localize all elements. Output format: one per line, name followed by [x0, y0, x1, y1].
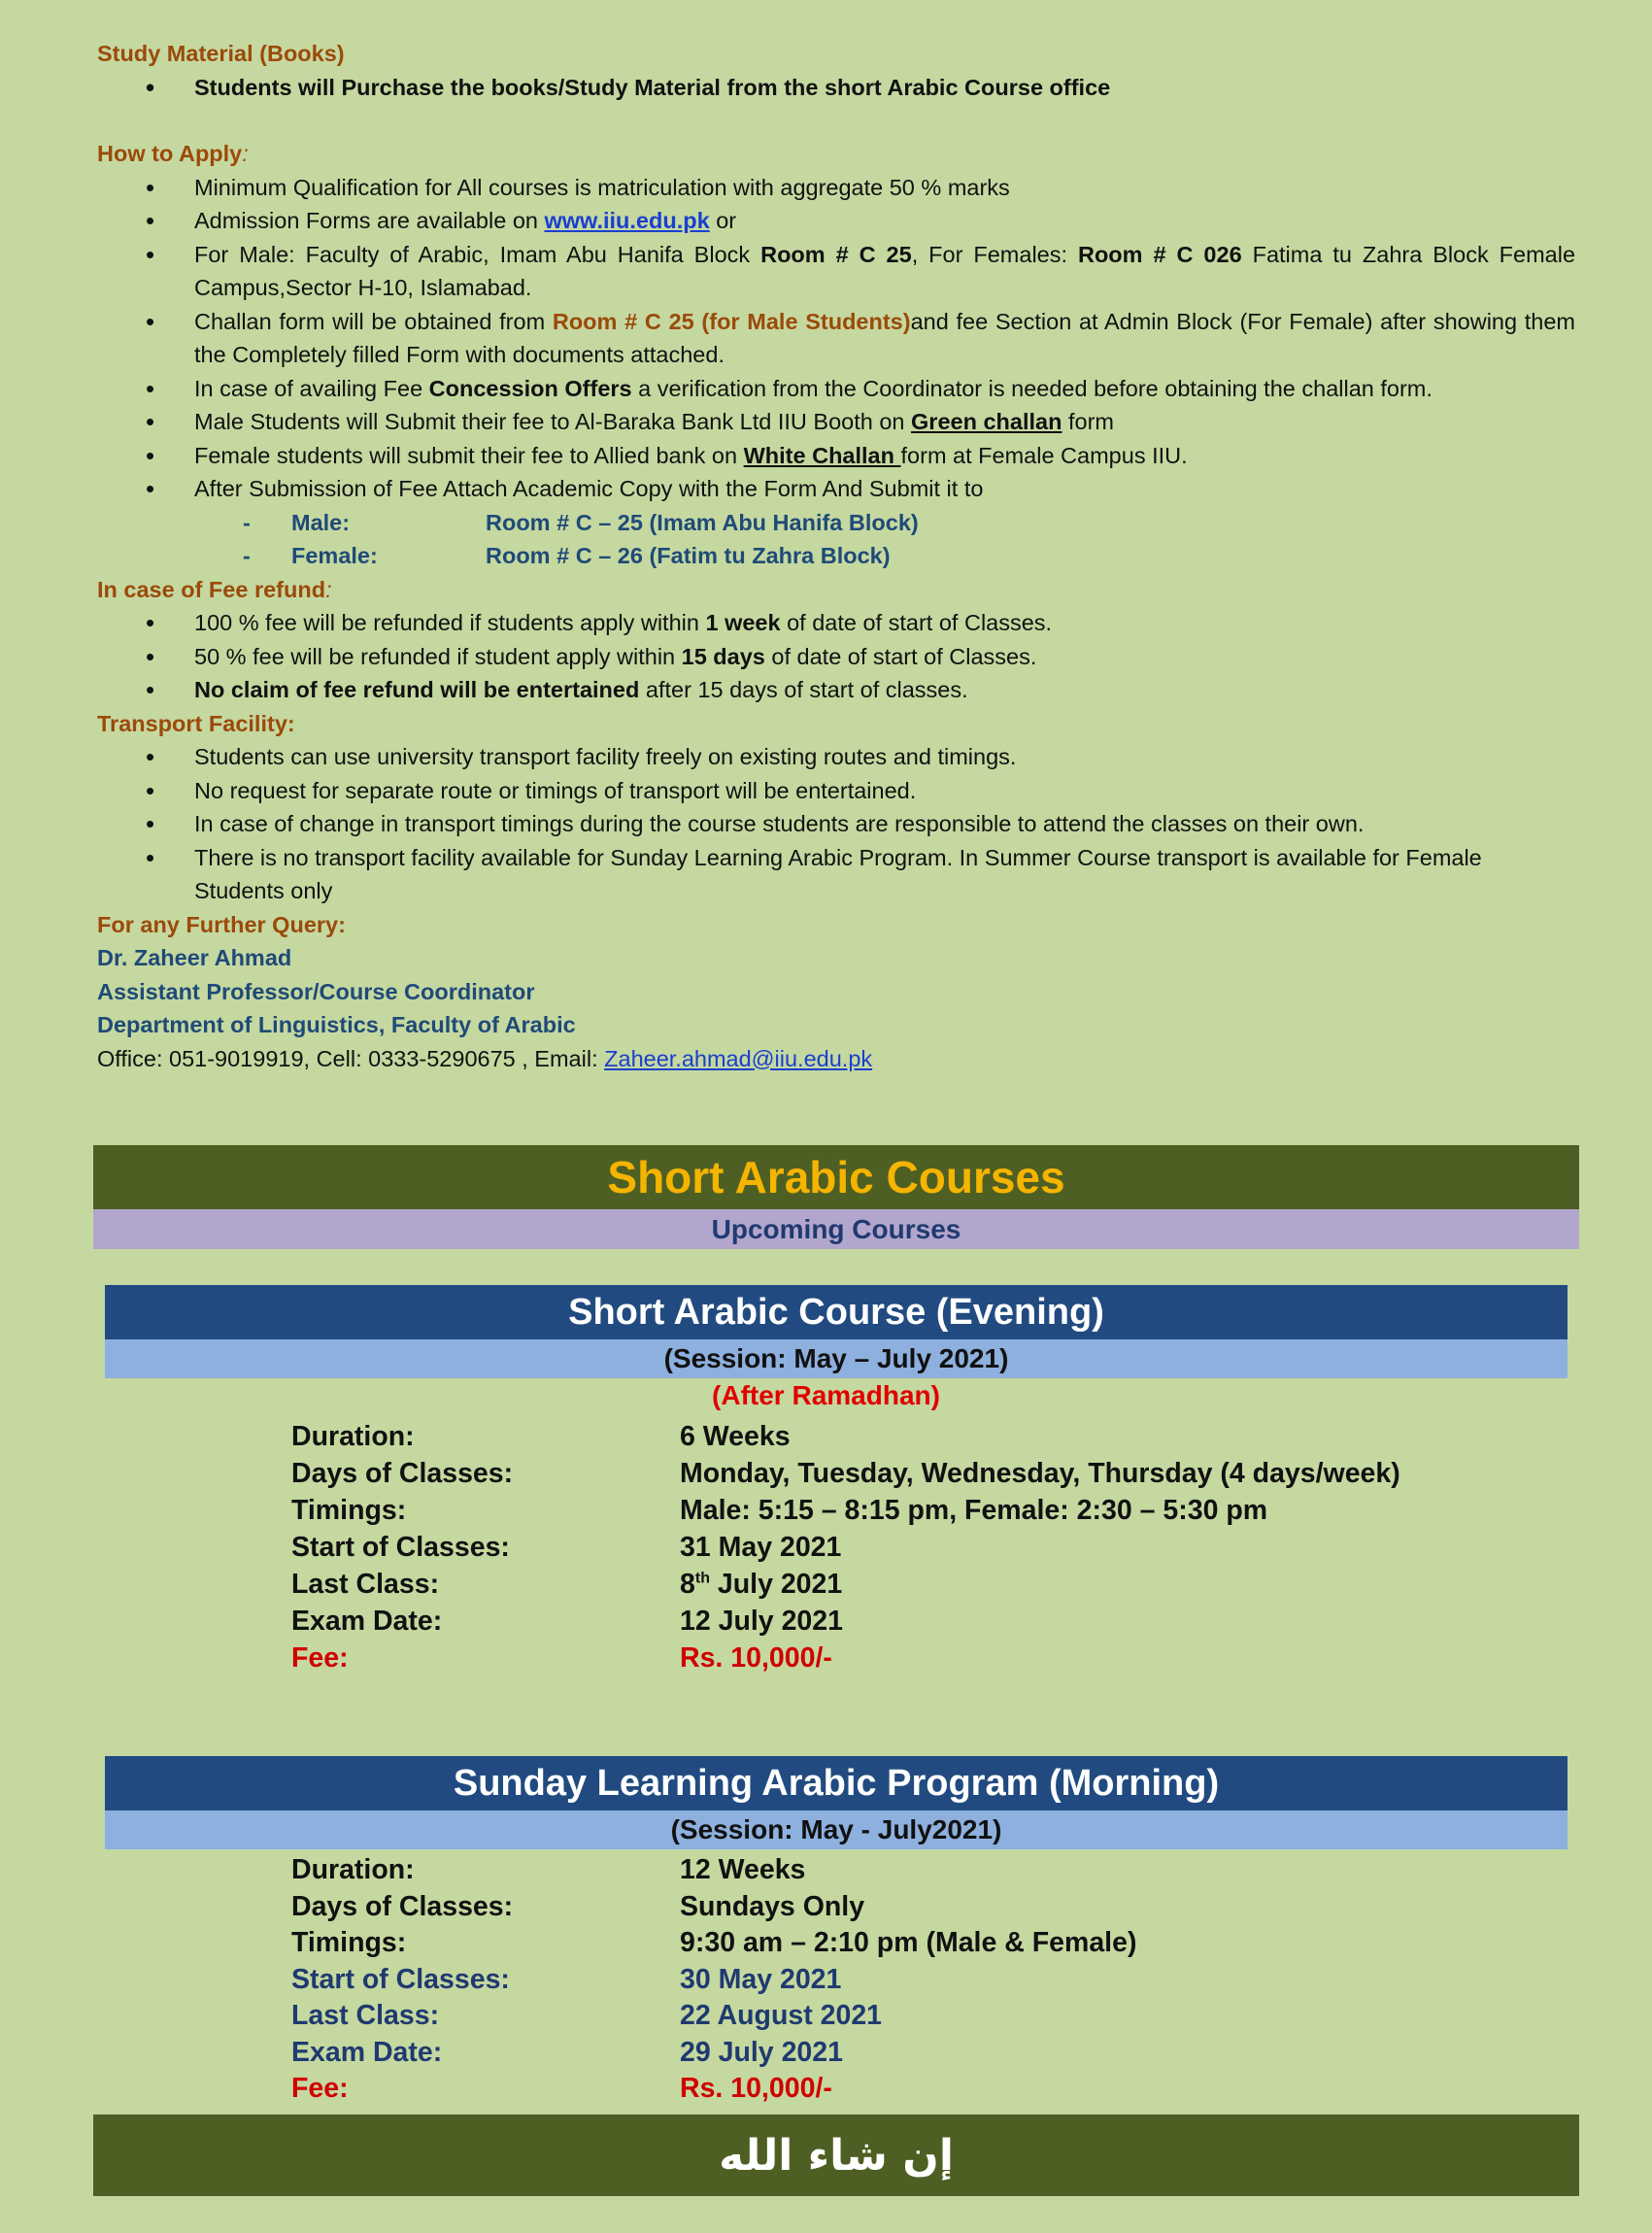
- refund-heading: In case of Fee refund:: [97, 576, 332, 602]
- study-list: [97, 71, 1575, 105]
- contact-title: Assistant Professor/Course Coordinator: [97, 978, 535, 1004]
- apply-heading: How to Apply:: [97, 141, 249, 166]
- submit-female-row: - Female: Room # C – 26 (Fatim tu Zahra Block): [243, 543, 891, 568]
- list-item: • Students can use university transport facility freely on existing routes and timings.: [97, 740, 1575, 774]
- sunday-program-session: (Session: May - July2021): [105, 1810, 1568, 1849]
- list-item: • No claim of fee refund will be entertained after 15 days of start of classes.: [97, 673, 1575, 707]
- transport-list: [97, 740, 1575, 908]
- list-item: • There is no transport facility available for Sunday Learning Arabic Program. In Summer Course transport is available for Female Students only: [97, 841, 1575, 908]
- sunday-program-title: Sunday Learning Arabic Program (Morning): [105, 1756, 1568, 1810]
- list-item: • Female students will submit their fee to Allied bank on White Challan form at Female Campus IIU.: [97, 439, 1575, 473]
- info-section: [97, 37, 1575, 1075]
- list-item: • Students will Purchase the books/Study Material from the short Arabic Course office: [97, 71, 1575, 105]
- list-item: • After Submission of Fee Attach Academic Copy with the Form And Submit it to: [97, 472, 1575, 506]
- list-item: • Minimum Qualification for All courses is matriculation with aggregate 50 % marks: [97, 171, 1575, 205]
- list-item: • For Male: Faculty of Arabic, Imam Abu Hanifa Block Room # C 25, For Females: Room # C 026 Fatima tu Zahra Block Female Campus,Sector H-10, Islamabad.: [97, 238, 1575, 305]
- courses-banner-subtitle: Upcoming Courses: [93, 1209, 1579, 1249]
- evening-course-session: (Session: May – July 2021): [105, 1339, 1568, 1378]
- list-item: • No request for separate route or timings of transport will be entertained.: [97, 774, 1575, 808]
- list-item: • 100 % fee will be refunded if students apply within 1 week of date of start of Classes.: [97, 606, 1575, 640]
- inshallah-footer: إن شاء الله: [93, 2115, 1579, 2196]
- list-item: • In case of change in transport timings during the course students are responsible to attend the classes on their own.: [97, 807, 1575, 841]
- courses-banner-title: Short Arabic Courses: [93, 1145, 1579, 1209]
- contact-name: Dr. Zaheer Ahmad: [97, 945, 292, 970]
- evening-course-title: Short Arabic Course (Evening): [105, 1285, 1568, 1339]
- list-item: • 50 % fee will be refunded if student apply within 15 days of date of start of Classes.: [97, 640, 1575, 674]
- email-link[interactable]: Zaheer.ahmad@iiu.edu.pk: [604, 1045, 873, 1071]
- website-link[interactable]: www.iiu.edu.pk: [544, 208, 710, 233]
- study-heading: Study Material (Books): [97, 41, 345, 66]
- contact-department: Department of Linguistics, Faculty of Arabic: [97, 1012, 576, 1037]
- list-item: • In case of availing Fee Concession Offers a verification from the Coordinator is needed before obtaining the challan form.: [97, 372, 1575, 406]
- list-item: • Male Students will Submit their fee to Al-Baraka Bank Ltd IIU Booth on Green challan form: [97, 405, 1575, 439]
- transport-heading: Transport Facility:: [97, 710, 295, 736]
- query-heading: For any Further Query:: [97, 911, 346, 937]
- apply-list: [97, 171, 1575, 506]
- list-item: • Admission Forms are available on www.iiu.edu.pk or: [97, 204, 1575, 238]
- evening-course-note: (After Ramadhan): [712, 1380, 940, 1410]
- submit-male-row: - Male: Room # C – 25 (Imam Abu Hanifa Block): [243, 509, 919, 535]
- refund-list: [97, 606, 1575, 707]
- list-item: • Challan form will be obtained from Room # C 25 (for Male Students)and fee Section at Admin Block (For Female) after showing them the Completely filled Form with documents attached.: [97, 305, 1575, 372]
- contact-details: Office: 051-9019919, Cell: 0333-5290675 , Email: Zaheer.ahmad@iiu.edu.pk: [97, 1045, 873, 1071]
- document-page: Study Material (Books) • Students will Purchase the books/Study Material from the short Arabic Course office How to Apply: • Minimum Qualification for All courses is matriculation with aggregate 50 % marks • Admission Forms are available on www.iiu.edu.pk or • For Male: Faculty of Arabic, Imam Abu Hanifa Block Room # C 25, For Females: Room # C 026 Fatima tu Zahra Block Female Campus,Sector H-10, Islamabad. • Challan form will be obtained from Room # C 25 (for Male Students)and fee Section at Admin Block (For Female) after showing them the Completely filled Form with documents attached. • In case of availing Fee Concession Offers a verification from the Coordinator is needed before obtaining the challan form. • Male Students will Submit their fee to Al-Baraka Bank Ltd IIU Booth on Green challan form • Female students will submit their fee to Allied bank on White Challan form at Female Campus IIU. • After Submission of Fee Attach Academic Copy with the Form And Submit it to - Male: Room # C – 25 (Imam Abu Hanifa Block) - Female: Room # C – 26 (Fatim tu Zahra Block) In case of Fee refund: • 100 % fee will be refunded if students apply within 1 week of date of start of Classes. • 50 % fee will be refunded if student apply within 15 days of date of start of Classes. • No claim of fee refund will be entertained after 15 days of start of classes. Transport Facility: • Students can use university transport facility freely on existing routes and timings. • No request for separate route or timings of transport will be entertained. • In case of change in transport timings during the course students are responsible to attend the classes on their own. • There is no transport facility available for Sunday Learning Arabic Program. In Summer Course transport is available for Female Students only For any Further Query: Dr. Zaheer Ahmad Assistant Professor/Course Coordinator Department of Linguistics, Faculty of Arabic Office: 051-9019919, Cell: 0333-5290675 , Email: Zaheer.ahmad@iiu.edu.pk Short Arabic Courses Upcoming Courses Short Arabic Course (Evening) (Session: May – July 2021) (After Ramadhan) Duration: 6 Weeks Days of Classes: Monday, Tuesday, Wednesday, Thursday (4 days/week) Timings: Male: 5:15 – 8:15 pm, Female: 2:30 – 5:30 pm Start of Classes: 31 May 2021 Last Class: 8th July 2021 Exam Date: 12 July 2021 Fee: Rs. 10,000/- Sunday Learning Arabic Program (Morning) (Session: May - July2021) Duration: 12 Weeks Days of Classes: Sundays Only Timings: 9:30 am – 2:10 pm (Male & Female) Start of Classes: 30 May 2021 Last Class: 22 August 2021 Exam Date: 29 July 2021 Fee: Rs. 10,000/- إن شاء الله: [0, 0, 1652, 2233]
